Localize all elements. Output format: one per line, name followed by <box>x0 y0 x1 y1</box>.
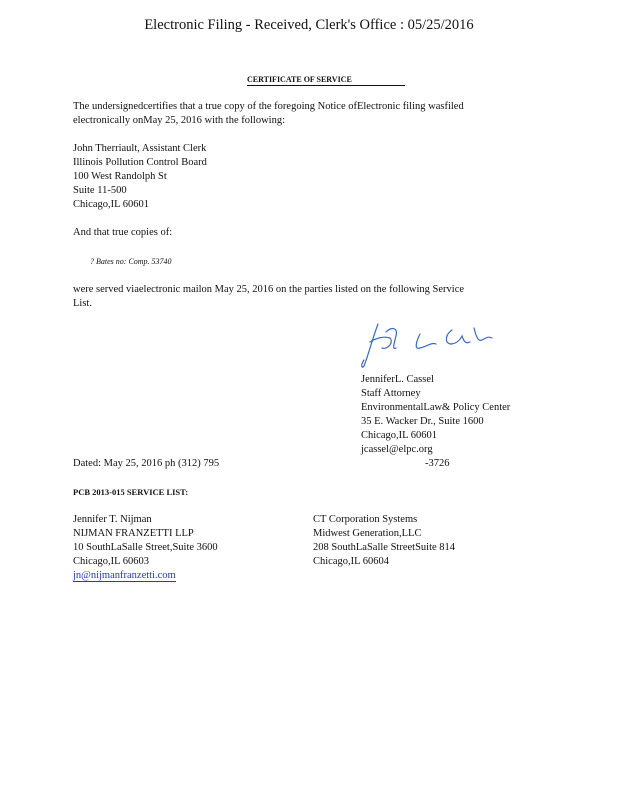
party-line: Chicago,IL 60603 <box>73 556 150 567</box>
party-line: Jennifer T. Nijman <box>73 514 152 525</box>
filing-stamp-header: Electronic Filing - Received, Clerk's Office : 05/25/2016 <box>144 17 474 33</box>
recipient-line: John Therriault, Assistant Clerk <box>73 143 207 154</box>
signatory-block <box>361 373 510 457</box>
phone-tail: -3726 <box>425 458 450 469</box>
signatory-line: Chicago,IL 60601 <box>361 430 438 441</box>
signatory-line: 35 E. Wacker Dr., Suite 1600 <box>361 416 484 427</box>
certificate-title: CERTIFICATE OF SERVICE <box>247 74 405 86</box>
party-line: 10 SouthLaSalle Street,Suite 3600 <box>73 542 218 553</box>
intro-line-1: The undersignedcertifies that a true copy of the foregoing Notice ofElectronic filing wasfiled <box>73 101 464 112</box>
intro-line-2: electronically onMay 25, 2016 with the following: <box>73 115 285 126</box>
recipient-line: Suite 11-500 <box>73 185 127 196</box>
party-line: 208 SouthLaSalle StreetSuite 814 <box>313 542 456 553</box>
served-line-1: were served viaelectronic mailon May 25, 2016 on the parties listed on the following Service <box>73 284 465 295</box>
service-party-right <box>313 513 455 569</box>
recipient-line: Illinois Pollution Control Board <box>73 157 207 168</box>
recipient-line: 100 West Randolph St <box>73 171 167 182</box>
copies-item: ? Bates no: Comp. 53740 <box>90 257 172 266</box>
party-line: Chicago,IL 60604 <box>313 556 390 567</box>
signatory-line: EnvironmentalLaw& Policy Center <box>361 402 511 413</box>
handwritten-signature <box>358 320 498 370</box>
dated-line: Dated: May 25, 2016 ph (312) 795 <box>73 458 220 469</box>
party-line: NIJMAN FRANZETTI LLP <box>73 528 194 539</box>
party-line: Midwest Generation,LLC <box>313 528 422 539</box>
service-party-left <box>73 513 218 583</box>
recipient-line: Chicago,IL 60601 <box>73 199 150 210</box>
copies-line: And that true copies of: <box>73 227 173 238</box>
signatory-line: Staff Attorney <box>361 388 421 399</box>
signatory-email: jcassel@elpc.org <box>361 444 433 455</box>
recipient-block <box>73 142 207 212</box>
party-email-link[interactable]: jn@nijmanfranzetti.com <box>73 570 176 581</box>
party-line: CT Corporation Systems <box>313 514 418 525</box>
served-line-2: List. <box>73 298 92 309</box>
signatory-line: JenniferL. Cassel <box>361 374 434 385</box>
service-list-heading: PCB 2013-015 SERVICE LIST: <box>73 487 189 497</box>
